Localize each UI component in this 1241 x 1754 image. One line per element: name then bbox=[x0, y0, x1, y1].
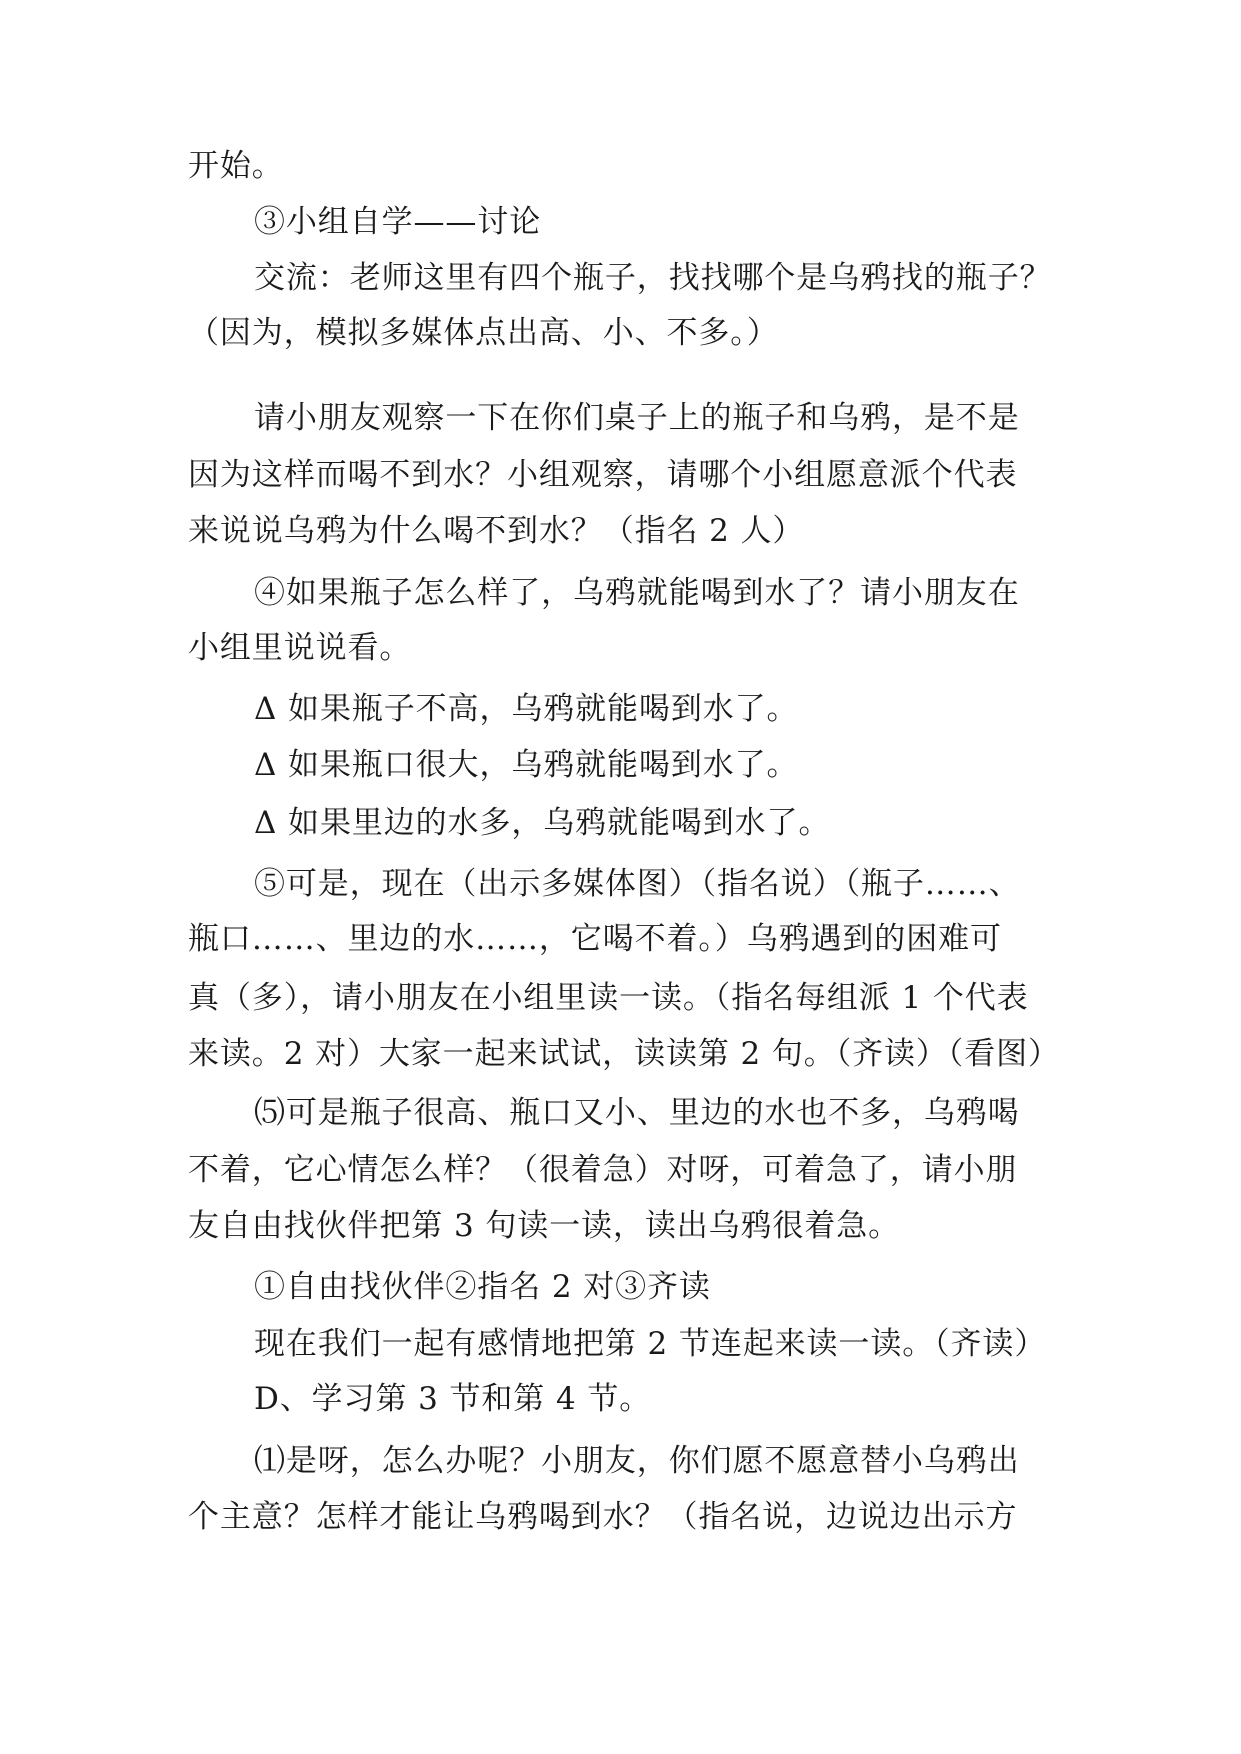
text-line: ⑸可是瓶子很高、瓶口又小、里边的水也不多，乌鸦喝 bbox=[254, 1095, 1020, 1131]
text-line: 不着，它心情怎么样？（很着急）对呀，可着急了，请小朋 bbox=[188, 1152, 1018, 1188]
text-line: ⑤可是，现在（出示多媒体图）（指名说）（瓶子……、 bbox=[254, 866, 1021, 902]
text-line: 开始。 bbox=[188, 148, 284, 184]
text-line: ③小组自学——讨论 bbox=[254, 204, 542, 240]
text-line: 交流：老师这里有四个瓶子，找找哪个是乌鸦找的瓶子？ bbox=[254, 260, 1052, 296]
text-line: 因为这样而喝不到水？小组观察，请哪个小组愿意派个代表 bbox=[188, 457, 1018, 493]
text-line: Δ 如果里边的水多，乌鸦就能喝到水了。 bbox=[254, 805, 831, 841]
text-line: 来说说乌鸦为什么喝不到水？（指名 2 人） bbox=[188, 513, 805, 549]
text-line: 来读。2 对）大家一起来试试，读读第 2 句。（齐读）（看图） bbox=[188, 1036, 1060, 1072]
text-line: Δ 如果瓶口很大，乌鸦就能喝到水了。 bbox=[254, 747, 799, 783]
text-line: D、学习第 3 节和第 4 节。 bbox=[254, 1381, 652, 1417]
text-line: 小组里说说看。 bbox=[188, 630, 412, 666]
text-line: 瓶口……、里边的水……，它喝不着。）乌鸦遇到的困难可 bbox=[188, 921, 1002, 957]
text-line: 个主意？怎样才能让乌鸦喝到水？（指名说，边说边出示方 bbox=[188, 1499, 1018, 1535]
text-line: 友自由找伙伴把第 3 句读一读，读出乌鸦很着急。 bbox=[188, 1208, 901, 1244]
text-line: ①自由找伙伴②指名 2 对③齐读 bbox=[254, 1269, 711, 1305]
text-line: ⑴是呀，怎么办呢？小朋友，你们愿不愿意替小乌鸦出 bbox=[254, 1443, 1020, 1479]
text-line: 请小朋友观察一下在你们桌子上的瓶子和乌鸦，是不是 bbox=[254, 400, 1020, 436]
text-line: （因为，模拟多媒体点出高、小、不多。） bbox=[188, 315, 779, 351]
text-line: 现在我们一起有感情地把第 2 节连起来读一读。（齐读） bbox=[254, 1326, 1047, 1362]
text-line: ④如果瓶子怎么样了，乌鸦就能喝到水了？请小朋友在 bbox=[254, 575, 1020, 611]
text-line: Δ 如果瓶子不高，乌鸦就能喝到水了。 bbox=[254, 691, 799, 727]
text-line: 真（多），请小朋友在小组里读一读。（指名每组派 1 个代表 bbox=[188, 980, 1029, 1016]
